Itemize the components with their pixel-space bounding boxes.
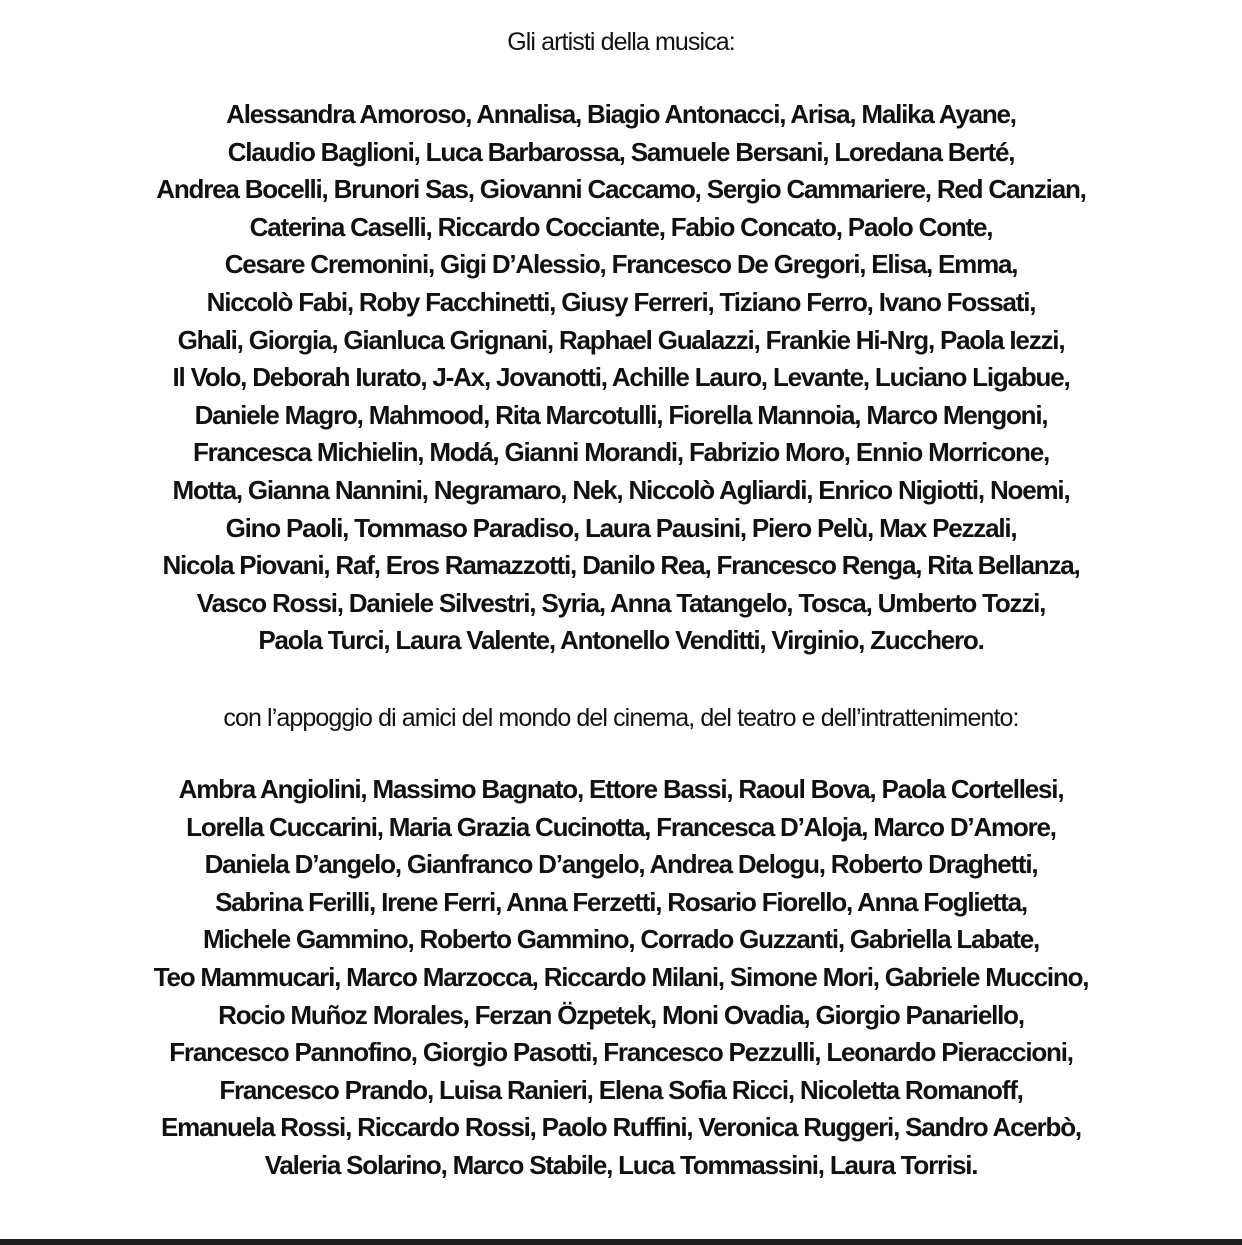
music-artists-line: Il Volo, Deborah Iurato, J-Ax, Jovanotti, Achille Lauro, Levante, Luciano Ligabue, xyxy=(172,362,1070,393)
music-artists-line: Niccolò Fabi, Roby Facchinetti, Giusy Ferreri, Tiziano Ferro, Ivano Fossati, xyxy=(206,286,1036,317)
cinema-friends-line: Valeria Solarino, Marco Stabile, Luca Tommassini, Laura Torrisi. xyxy=(264,1149,978,1180)
music-artists-line: Gino Paoli, Tommaso Paradiso, Laura Pausini, Piero Pelù, Max Pezzali, xyxy=(225,512,1017,543)
cinema-friends-line: Sabrina Ferilli, Irene Ferri, Anna Ferzetti, Rosario Fiorello, Anna Foglietta, xyxy=(215,886,1027,917)
music-artists-line: Francesca Michielin, Modá, Gianni Morandi, Fabrizio Moro, Ennio Morricone, xyxy=(193,437,1049,468)
music-artists-heading: Gli artisti della musica: xyxy=(507,28,735,56)
cinema-friends-line: Daniela D’angelo, Gianfranco D’angelo, Andrea Delogu, Roberto Draghetti, xyxy=(204,849,1038,880)
cinema-friends-line: Emanuela Rossi, Riccardo Rossi, Paolo Ruffini, Veronica Ruggeri, Sandro Acerbò, xyxy=(161,1112,1081,1143)
music-artists-line: Nicola Piovani, Raf, Eros Ramazzotti, Danilo Rea, Francesco Renga, Rita Bellanza, xyxy=(162,550,1080,581)
cinema-friends-line: Ambra Angiolini, Massimo Bagnato, Ettore Bassi, Raoul Bova, Paola Cortellesi, xyxy=(178,774,1064,804)
music-artists-line: Ghali, Giorgia, Gianluca Grignani, Raphael Gualazzi, Frankie Hi-Nrg, Paola Iezzi, xyxy=(177,324,1065,355)
music-artists-line: Andrea Bocelli, Brunori Sas, Giovanni Caccamo, Sergio Cammariere, Red Canzian, xyxy=(156,174,1086,205)
music-artists-line: Cesare Cremonini, Gigi D’Alessio, Francesco De Gregori, Elisa, Emma, xyxy=(224,249,1018,280)
music-artists-line: Paola Turci, Laura Valente, Antonello Venditti, Virginio, Zucchero. xyxy=(258,625,984,656)
cinema-friends-list xyxy=(0,771,1242,1185)
music-artists-line: Daniele Magro, Mahmood, Rita Marcotulli, Fiorella Mannoia, Marco Mengoni, xyxy=(194,399,1048,430)
music-artists-list xyxy=(0,96,1242,660)
cinema-friends-line: Rocio Muñoz Morales, Ferzan Özpetek, Moni Ovadia, Giorgio Panariello, xyxy=(218,999,1024,1030)
music-artists-line: Vasco Rossi, Daniele Silvestri, Syria, Anna Tatangelo, Tosca, Umberto Tozzi, xyxy=(196,587,1046,618)
cinema-friends-line: Michele Gammino, Roberto Gammino, Corrado Guzzanti, Gabriella Labate, xyxy=(202,924,1040,955)
cinema-friends-line: Lorella Cuccarini, Maria Grazia Cucinotta, Francesca D’Aloja, Marco D’Amore, xyxy=(186,811,1056,842)
music-artists-line: Caterina Caselli, Riccardo Cocciante, Fabio Concato, Paolo Conte, xyxy=(249,211,993,242)
cinema-friends-line: Francesco Prando, Luisa Ranieri, Elena Sofia Ricci, Nicoletta Romanoff, xyxy=(219,1074,1023,1105)
music-artists-line: Motta, Gianna Nannini, Negramaro, Nek, Niccolò Agliardi, Enrico Nigiotti, Noemi, xyxy=(172,474,1070,505)
cinema-friends-heading: con l’appoggio di amici del mondo del cinema, del teatro e dell’intrattenimento: xyxy=(223,704,1019,732)
cinema-friends-line: Francesco Pannofino, Giorgio Pasotti, Francesco Pezzulli, Leonardo Pieraccioni, xyxy=(169,1037,1073,1068)
bottom-divider xyxy=(0,1239,1242,1245)
cinema-friends-line: Teo Mammucari, Marco Marzocca, Riccardo Milani, Simone Mori, Gabriele Muccino, xyxy=(153,961,1089,992)
music-artists-line: Claudio Baglioni, Luca Barbarossa, Samuele Bersani, Loredana Berté, xyxy=(227,136,1015,167)
music-artists-line: Alessandra Amoroso, Annalisa, Biagio Antonacci, Arisa, Malika Ayane, xyxy=(226,99,1016,129)
